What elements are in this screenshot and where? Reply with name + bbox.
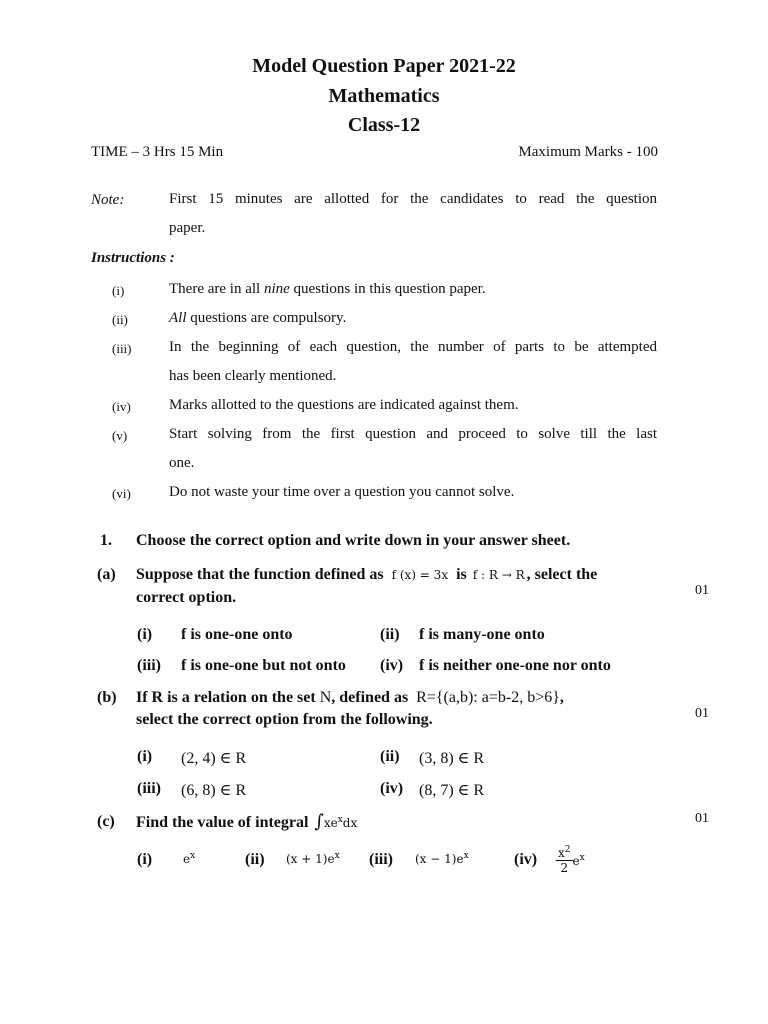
instruction-num: (v) [112, 428, 128, 443]
instruction-num: (iii) [112, 341, 132, 356]
part-c-stem: Find the value of integral $\int xe^xdx$ [136, 811, 358, 832]
option-text: f is many-one onto [419, 626, 545, 643]
part-a-stem-cont: correct option. [136, 589, 237, 606]
option-num: (iv) [380, 657, 404, 674]
instruction-item: Start solving from the first question and proceed to solve till the last [169, 426, 657, 442]
maximum-marks: Maximum Marks - 100 [518, 144, 658, 160]
option-math: $\frac{x^2}{2}$ $e^x$ [558, 845, 585, 875]
option-math: $(x - 1)e^x$ [415, 851, 469, 866]
part-b-stem-cont: select the correct option from the following. [136, 711, 433, 728]
option-num: (ii) [380, 626, 400, 643]
option-math: $e^x$ [183, 851, 196, 866]
option-text: (6, 8) ∈ R [181, 782, 247, 799]
option-num: (ii) [380, 748, 400, 765]
option-num: (iii) [137, 780, 161, 797]
instruction-num: (ii) [112, 312, 128, 327]
part-label: (a) [97, 566, 116, 583]
instruction-num: (iv) [112, 399, 131, 414]
option-text: (2, 4) ∈ R [181, 750, 247, 767]
paper-title: Model Question Paper 2021-22 [252, 55, 516, 77]
instruction-item: In the beginning of each question, the number of parts to be attempted [169, 339, 657, 355]
option-text: f is neither one-one nor onto [419, 657, 611, 674]
part-label: (c) [97, 813, 115, 830]
paper-class: Class-12 [347, 114, 421, 136]
option-num: (iv) [380, 780, 404, 797]
instruction-num: (i) [112, 283, 125, 298]
option-text: (3, 8) ∈ R [419, 750, 485, 767]
instruction-num: (vi) [112, 486, 131, 501]
option-text: (8, 7) ∈ R [419, 782, 485, 799]
option-num: (i) [137, 748, 153, 765]
note-label: Note: [91, 192, 125, 208]
option-num: (i) [137, 851, 153, 868]
paper-subject: Mathematics [328, 85, 440, 107]
marks: 01 [695, 583, 709, 598]
option-math: $(x + 1)e^x$ [286, 851, 340, 866]
option-num: (iii) [369, 851, 393, 868]
option-num: (iii) [137, 657, 161, 674]
part-a-stem: Suppose that the function defined as f (x) = 3x is f : R → R , select the [136, 566, 598, 583]
question-text: Choose the correct option and write down in your answer sheet. [136, 532, 571, 549]
marks: 01 [695, 811, 709, 826]
instruction-item-cont: has been clearly mentioned. [169, 368, 337, 384]
note-line-2: paper. [169, 220, 206, 236]
marks: 01 [695, 706, 709, 721]
option-text: f is one-one but not onto [181, 657, 346, 674]
part-b-stem: If R is a relation on the set N, defined as R={(a,b): a=b-2, b>6}, [136, 689, 564, 706]
option-text: f is one-one onto [181, 626, 293, 643]
instruction-item: Marks allotted to the questions are indicated against them. [169, 397, 519, 413]
time-allowed: TIME – 3 Hrs 15 Min [91, 144, 224, 160]
instruction-item: There are in all nine questions in this question paper. [169, 281, 486, 297]
question-number: 1. [100, 532, 112, 549]
option-num: (iv) [514, 851, 538, 868]
instruction-item-cont: one. [169, 455, 195, 471]
note-line-1: First 15 minutes are allotted for the candidates to read the question [169, 191, 657, 207]
option-num: (i) [137, 626, 153, 643]
part-label: (b) [97, 689, 117, 706]
instruction-item: Do not waste your time over a question you cannot solve. [169, 484, 515, 500]
instruction-item: All questions are compulsory. [169, 310, 347, 326]
option-num: (ii) [245, 851, 265, 868]
instructions-label: Instructions : [91, 250, 175, 266]
